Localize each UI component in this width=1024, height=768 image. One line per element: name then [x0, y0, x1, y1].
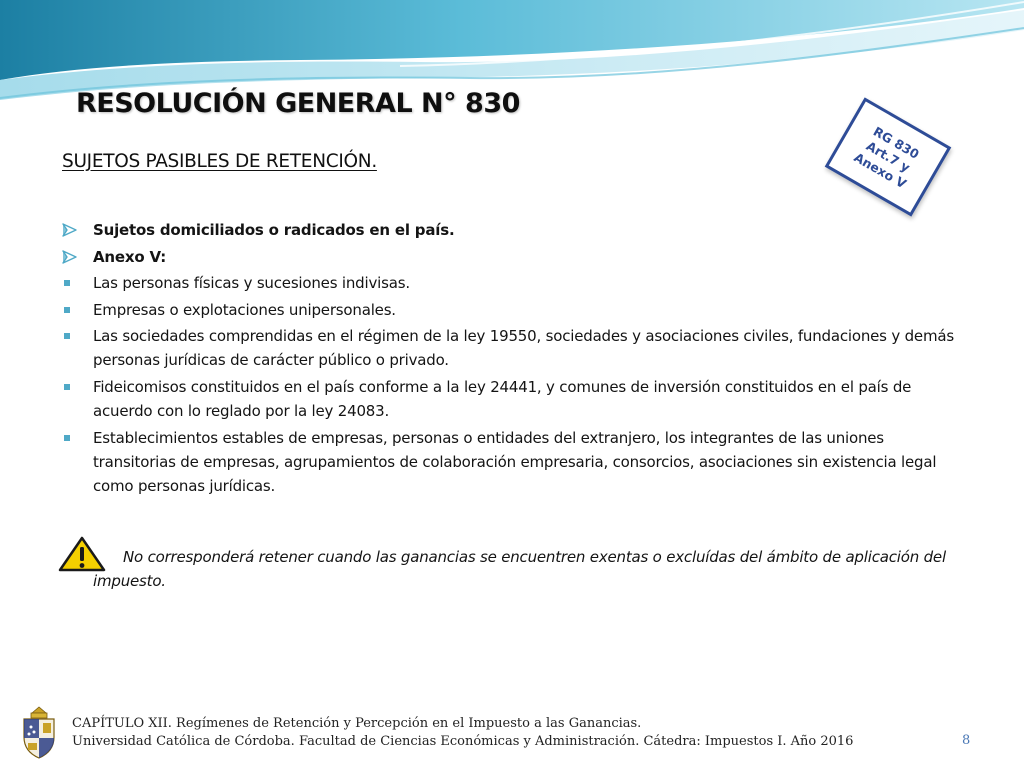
list-item-text: Sujetos domiciliados o radicados en el país.: [93, 221, 455, 239]
list-item-text: Empresas o explotaciones unipersonales.: [93, 300, 396, 319]
reference-stamp-text: RG 830 Art.7 y Anexo V: [851, 123, 922, 192]
square-bullet-icon: [64, 333, 70, 339]
footer-text: [72, 715, 853, 751]
footer-institution: Universidad Católica de Córdoba. Facultad de Ciencias Económicas y Administración. Cátedra: Impuestos I. Año 2016: [72, 734, 854, 749]
list-item-text: Las personas físicas y sucesiones indivisas.: [93, 274, 410, 293]
page-number: 8: [962, 733, 971, 748]
square-bullet-icon: [64, 307, 70, 313]
list-item-text: Anexo V:: [93, 247, 166, 266]
list-item: [60, 375, 965, 423]
list-item-text: Las sociedades comprendidas en el régimen de la ley 19550, sociedades y asociaciones civiles, fundaciones y demás personas jurídicas de carácter público o privado.: [93, 327, 954, 370]
reference-stamp: [825, 97, 952, 216]
list-item: [60, 245, 965, 269]
bullet-list: [60, 218, 965, 500]
warning-icon: [58, 536, 106, 572]
square-bullet-icon: [64, 435, 70, 441]
square-bullet-icon: [64, 384, 70, 390]
list-item-text: Fideicomisos constituidos en el país conforme a la ley 24441, y comunes de inversión constituidos en el país de acuerdo con lo reglado por la ley 24083.: [93, 377, 912, 420]
arrow-bullet-icon: [60, 245, 82, 269]
list-item-text: Establecimientos estables de empresas, personas o entidades del extranjero, los integrantes de las uniones transitorias de empresas, agrupamientos de colaboración empresaria, consorcios, asociaciones sin existencia legal como personas jurídicas.: [93, 428, 937, 495]
warning-note-text: No corresponderá retener cuando las ganancias se encuentren exentas o excluídas del ámbito de aplicación del impuesto.: [93, 548, 946, 590]
page-title: RESOLUCIÓN GENERAL N° 830: [76, 88, 520, 119]
list-item: [60, 426, 965, 498]
footer-chapter: CAPÍTULO XII. Regímenes de Retención y Percepción en el Impuesto a las Ganancias.: [72, 716, 642, 731]
list-item: [60, 298, 965, 322]
square-bullet-icon: [64, 280, 70, 286]
list-item: [60, 324, 965, 372]
arrow-bullet-icon: [60, 218, 82, 242]
section-subtitle: SUJETOS PASIBLES DE RETENCIÓN.: [62, 151, 377, 172]
warning-note: [93, 545, 953, 593]
university-crest-logo: [18, 705, 60, 759]
list-item: [60, 271, 965, 295]
list-item: [60, 218, 965, 242]
